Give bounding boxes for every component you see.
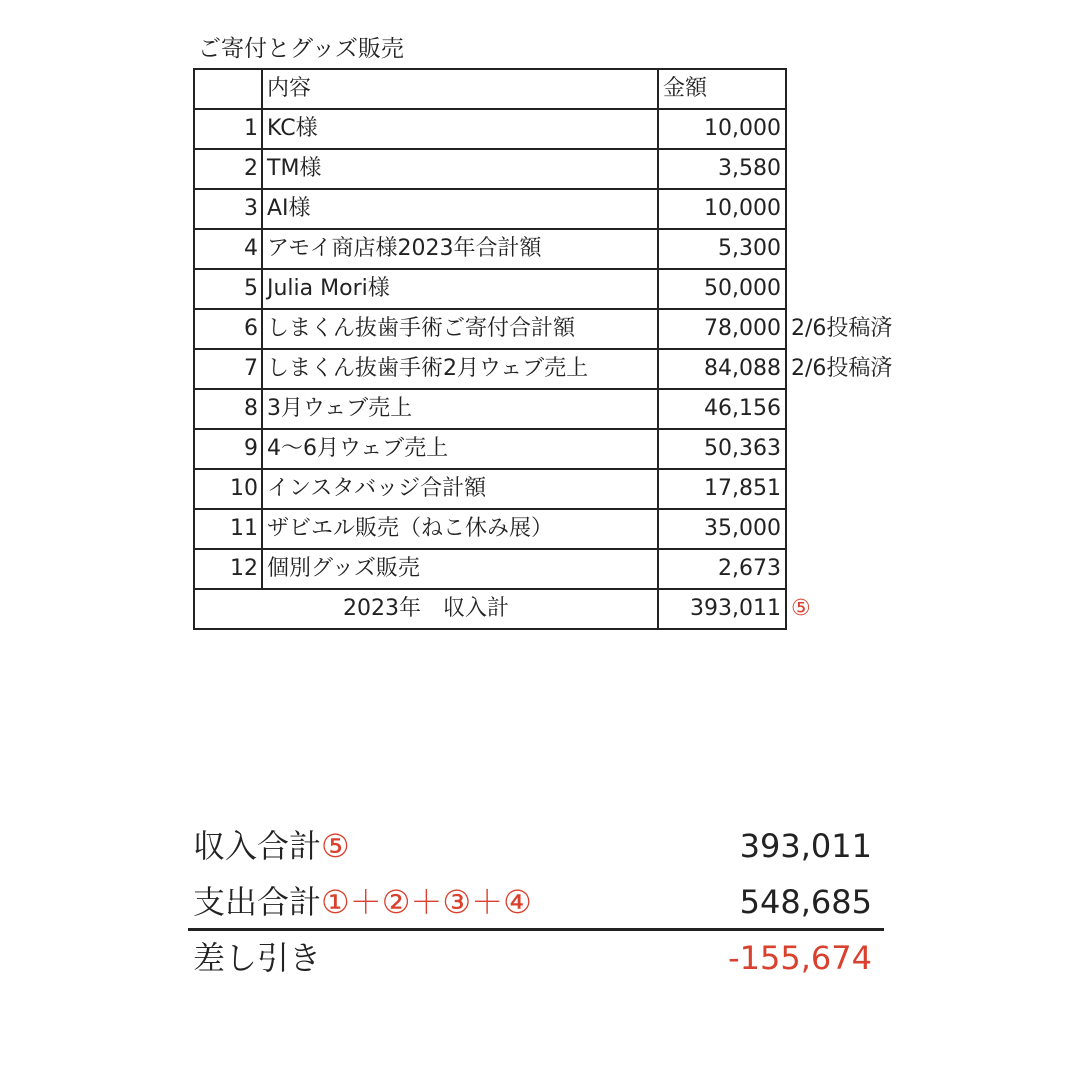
row-amount: 50,000 xyxy=(658,269,786,309)
row-description: インスタバッジ合計額 xyxy=(262,469,658,509)
row-num: 2 xyxy=(194,149,262,189)
row-num: 12 xyxy=(194,549,262,589)
table-caption: ご寄付とグッズ販売 xyxy=(198,36,404,62)
expense-formula: ①＋②＋③＋④ xyxy=(321,883,532,921)
row-amount: 10,000 xyxy=(658,189,786,229)
row-note xyxy=(786,189,926,229)
header-note xyxy=(786,69,926,109)
row-amount: 2,673 xyxy=(658,549,786,589)
income-value: 393,011 xyxy=(739,827,872,865)
table-total-row xyxy=(194,589,926,629)
expense-label-group xyxy=(193,876,532,928)
row-amount: 3,580 xyxy=(658,149,786,189)
summary-income-row xyxy=(193,820,876,872)
table-row xyxy=(194,389,926,429)
table-header-row xyxy=(194,69,926,109)
row-num: 4 xyxy=(194,229,262,269)
total-amount: 393,011 xyxy=(658,589,786,629)
row-description: Julia Mori様 xyxy=(262,269,658,309)
row-num: 1 xyxy=(194,109,262,149)
row-amount: 5,300 xyxy=(658,229,786,269)
row-note: 2/6投稿済 xyxy=(791,316,893,341)
table-row xyxy=(194,309,926,349)
row-amount: 50,363 xyxy=(658,429,786,469)
row-num: 8 xyxy=(194,389,262,429)
table-row xyxy=(194,109,926,149)
row-num: 7 xyxy=(194,349,262,389)
summary-expense-row xyxy=(193,876,876,928)
balance-label: 差し引き xyxy=(193,939,322,977)
row-num: 5 xyxy=(194,269,262,309)
row-description: TM様 xyxy=(262,149,658,189)
row-note xyxy=(786,109,926,149)
row-description: 個別グッズ販売 xyxy=(262,549,658,589)
total-label: 2023年 収入計 xyxy=(194,589,658,629)
row-amount: 46,156 xyxy=(658,389,786,429)
table-row xyxy=(194,149,926,189)
table-row xyxy=(194,269,926,309)
table-row xyxy=(194,189,926,229)
row-amount: 10,000 xyxy=(658,109,786,149)
row-note xyxy=(786,429,926,469)
row-description: しまくん抜歯手術ご寄付合計額 xyxy=(262,309,658,349)
row-num: 6 xyxy=(194,309,262,349)
income-label: 収入合計 xyxy=(193,827,322,865)
donations-table xyxy=(193,68,927,630)
balance-value: -155,674 xyxy=(728,939,872,977)
row-num: 9 xyxy=(194,429,262,469)
total-marker: ⑤ xyxy=(791,596,811,621)
row-note xyxy=(786,549,926,589)
table-row xyxy=(194,349,926,389)
table-row xyxy=(194,229,926,269)
header-num xyxy=(194,69,262,109)
row-description: KC様 xyxy=(262,109,658,149)
row-note xyxy=(786,269,926,309)
expense-label: 支出合計 xyxy=(193,883,322,921)
row-description: 3月ウェブ売上 xyxy=(262,389,658,429)
row-note xyxy=(786,469,926,509)
income-label-group xyxy=(193,820,350,872)
summary-balance-row xyxy=(193,932,876,984)
row-note xyxy=(786,149,926,189)
table-row xyxy=(194,469,926,509)
header-description: 内容 xyxy=(262,69,658,109)
income-marker: ⑤ xyxy=(321,827,350,865)
row-description: 4〜6月ウェブ売上 xyxy=(262,429,658,469)
row-note: 2/6投稿済 xyxy=(791,356,893,381)
row-note xyxy=(786,389,926,429)
expense-value: 548,685 xyxy=(739,883,872,921)
table-row xyxy=(194,509,926,549)
row-note xyxy=(786,229,926,269)
row-description: AI様 xyxy=(262,189,658,229)
row-description: しまくん抜歯手術2月ウェブ売上 xyxy=(262,349,658,389)
header-amount: 金額 xyxy=(658,69,786,109)
row-num: 10 xyxy=(194,469,262,509)
row-description: ザビエル販売（ねこ休み展） xyxy=(262,509,658,549)
row-description: アモイ商店様2023年合計額 xyxy=(262,229,658,269)
summary-divider xyxy=(188,928,884,931)
row-num: 3 xyxy=(194,189,262,229)
row-amount: 35,000 xyxy=(658,509,786,549)
table-row xyxy=(194,429,926,469)
row-note xyxy=(786,509,926,549)
row-amount: 17,851 xyxy=(658,469,786,509)
row-num: 11 xyxy=(194,509,262,549)
table-row xyxy=(194,549,926,589)
row-amount: 84,088 xyxy=(658,349,786,389)
row-amount: 78,000 xyxy=(658,309,786,349)
